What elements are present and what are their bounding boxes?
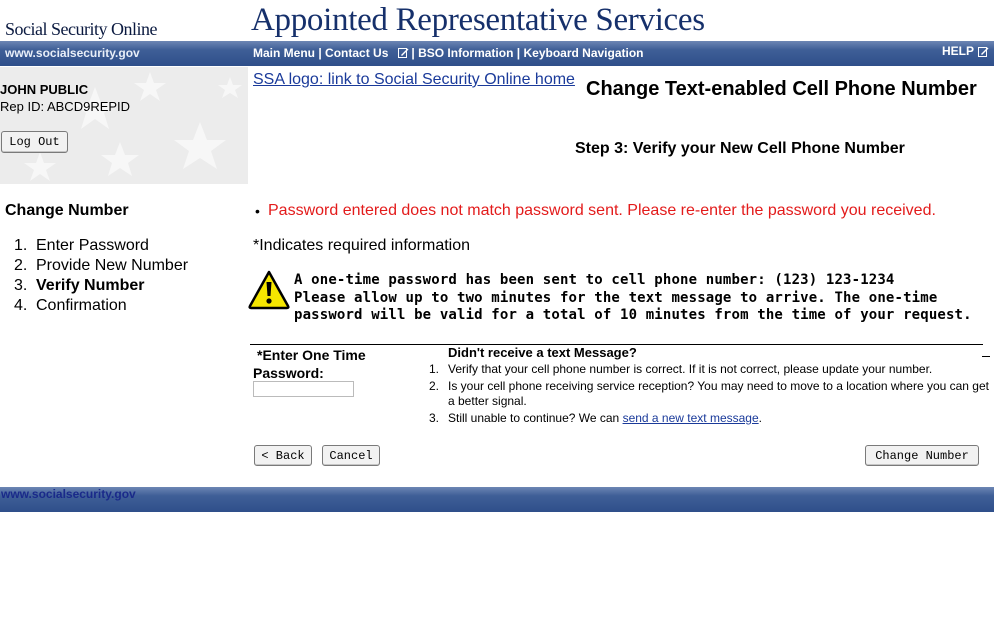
edit-icon[interactable]	[978, 46, 989, 57]
site-url[interactable]: www.socialsecurity.gov	[5, 46, 140, 60]
nav-separator: |	[411, 46, 415, 60]
send-new-text-link[interactable]: send a new text message	[622, 411, 759, 425]
ssa-logo-link[interactable]: SSA logo: link to Social Security Online home	[253, 71, 575, 88]
nav-separator: |	[516, 46, 521, 60]
sidebar-heading: Change Number	[5, 202, 129, 219]
error-message: Password entered does not match password sent. Please re-enter the password you received.	[268, 202, 936, 219]
logout-button[interactable]: Log Out	[1, 131, 68, 153]
help-item: 3. Still unable to continue? We can send a new text message.	[429, 411, 762, 425]
nav-contact-us[interactable]: Contact Us	[325, 46, 389, 60]
notice-line-1: A one-time password has been sent to cell phone number: (123) 123-1234	[294, 272, 895, 288]
step-title: Step 3: Verify your New Cell Phone Number	[575, 140, 905, 157]
site-name: Social Security Online	[5, 19, 157, 39]
user-name: JOHN PUBLIC	[0, 82, 89, 97]
step-item-current: 3. Verify Number	[14, 277, 145, 294]
rep-id: Rep ID: ABCD9REPID	[0, 99, 131, 114]
step-item: 4. Confirmation	[14, 297, 127, 314]
nav-separator: |	[318, 46, 322, 60]
nav-main-menu[interactable]: Main Menu	[253, 46, 315, 60]
step-item: 1. Enter Password	[14, 237, 149, 254]
required-note: *Indicates required information	[253, 237, 471, 254]
error-bullet: •	[255, 203, 260, 219]
nav-keyboard-navigation[interactable]: Keyboard Navigation	[523, 46, 644, 60]
notice-line-2: Please allow up to two minutes for the text message to arrive. The one-time password will be valid for a total of 10 minutes from the time of your request.	[294, 289, 972, 323]
app-title: Appointed Representative Services	[251, 2, 705, 38]
nav-bso-information[interactable]: BSO Information	[418, 46, 514, 60]
footer-url[interactable]: www.socialsecurity.gov	[1, 487, 136, 501]
help-item: 2. Is your cell phone receiving service reception? You may need to move to a location where you can get a better signal.	[429, 379, 989, 408]
footer-bar	[0, 487, 994, 512]
step-item: 2. Provide New Number	[14, 257, 189, 274]
warning-icon	[248, 270, 290, 310]
help-list	[429, 362, 989, 428]
top-nav-links	[253, 46, 644, 60]
help-heading: Didn't receive a text Message?	[448, 345, 637, 360]
form-divider-mark	[982, 356, 990, 357]
help-link[interactable]: HELP	[941, 44, 974, 58]
edit-icon	[398, 47, 409, 58]
otp-notice	[294, 272, 984, 325]
otp-label: *Enter One Time Password:	[253, 347, 366, 381]
change-number-button[interactable]: Change Number	[865, 445, 979, 466]
cancel-button[interactable]: Cancel	[322, 445, 380, 466]
steps-list	[14, 236, 188, 316]
otp-input[interactable]	[253, 381, 354, 397]
back-button[interactable]: < Back	[254, 445, 312, 466]
help-item: 1. Verify that your cell phone number is correct. If it is not correct, please update your number.	[429, 362, 933, 376]
page-title: Change Text-enabled Cell Phone Number	[586, 78, 977, 100]
